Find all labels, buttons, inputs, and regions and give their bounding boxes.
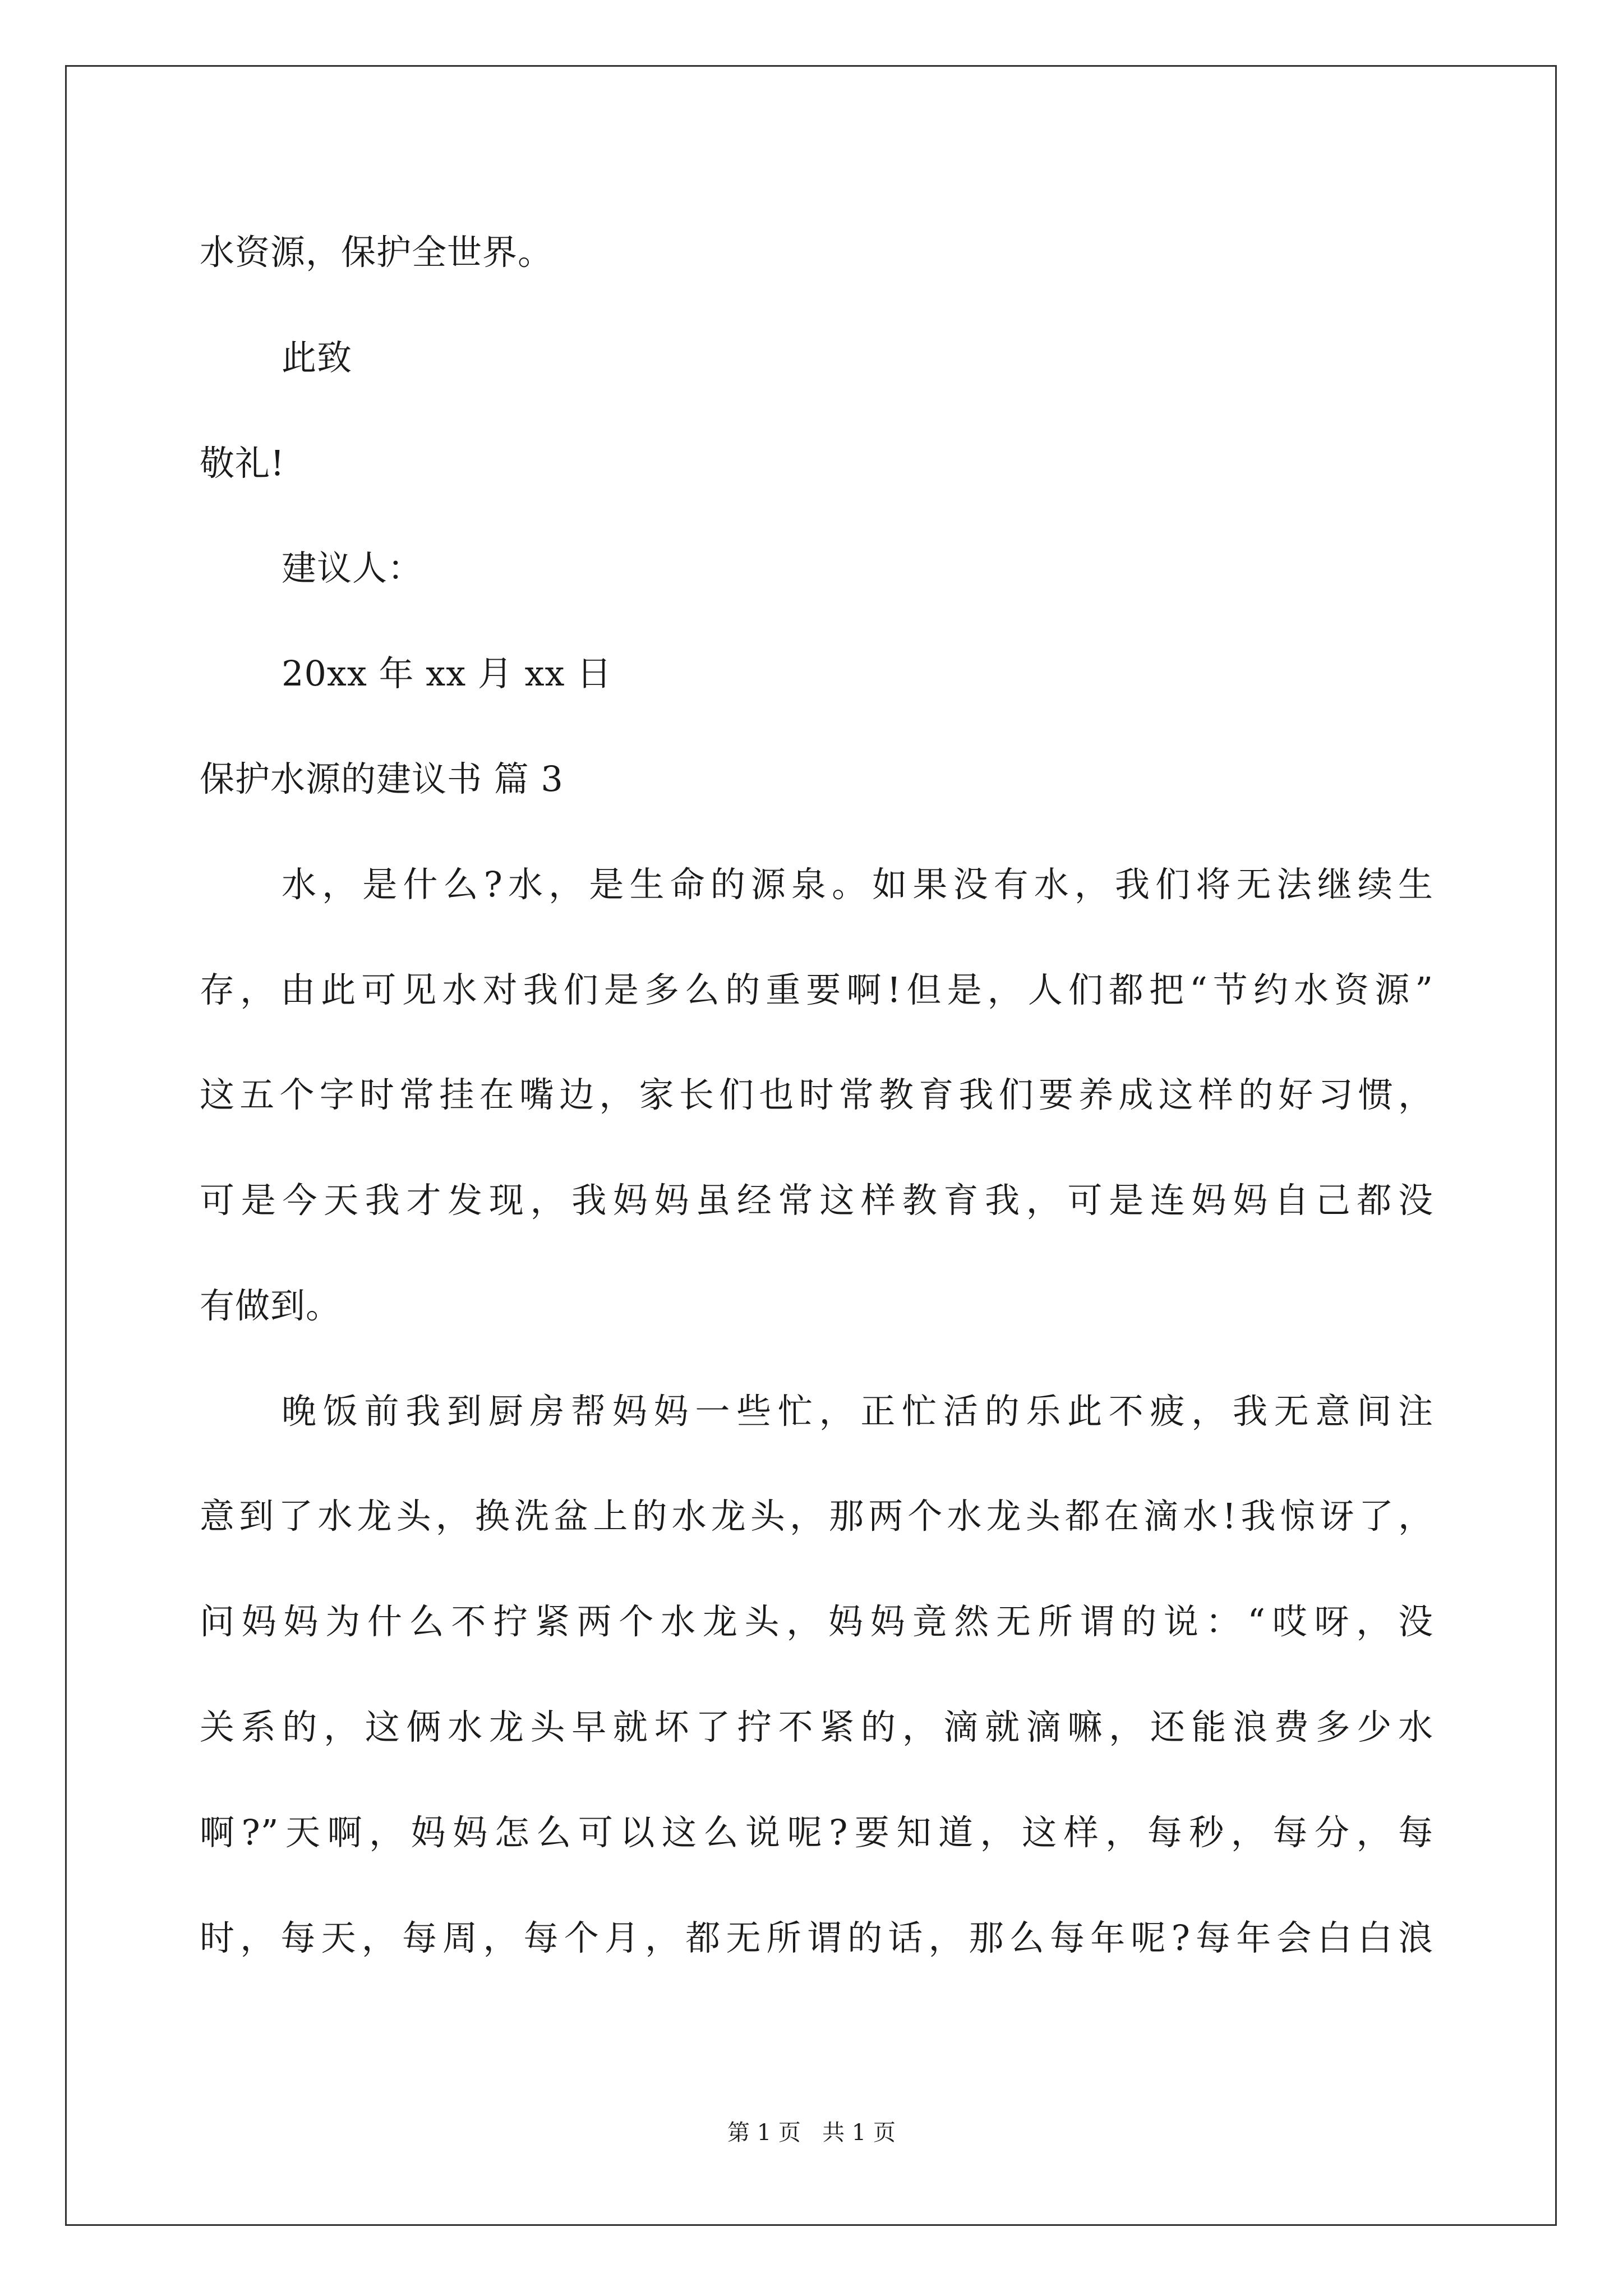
paragraph-line: 存，由此可见水对我们是多么的重要啊!但是，人们都把“节约水资源” [200,969,1433,1010]
page-number-footer: 第 1 页 共 1 页 [727,2120,896,2146]
paragraph-line: 晚饭前我到厨房帮妈妈一些忙，正忙活的乐此不疲，我无意间注 [282,1391,1433,1432]
paragraph-line: 时，每天，每周，每个月，都无所谓的话，那么每年呢?每年会白白浪 [200,1917,1433,1958]
paragraph-line: 水，是什么?水，是生命的源泉。如果没有水，我们将无法继续生 [282,864,1433,905]
paragraph-line: 问妈妈为什么不拧紧两个水龙头，妈妈竟然无所谓的说：“哎呀，没 [200,1601,1433,1642]
paragraph-line: 可是今天我才发现，我妈妈虽经常这样教育我，可是连妈妈自己都没 [200,1180,1433,1221]
date-line: 20xx 年 xx 月 xx 日 [282,653,612,694]
paragraph-line: 这五个字时常挂在嘴边，家长们也时常教育我们要养成这样的好习惯， [200,1074,1433,1115]
paragraph-line: 关系的，这俩水龙头早就坏了拧不紧的，滴就滴嘛，还能浪费多少水 [200,1706,1433,1747]
signature-label: 建议人： [282,547,423,588]
section-heading: 保护水源的建议书 篇 3 [200,758,564,799]
closing-regards: 敬礼! [200,443,285,484]
paragraph-line: 意到了水龙头，换洗盆上的水龙头，那两个水龙头都在滴水!我惊讶了， [200,1496,1433,1536]
page-border [65,65,1557,2226]
closing-salutation: 此致 [282,337,353,378]
paragraph-line: 有做到。 [200,1285,342,1326]
text-line: 水资源，保护全世界。 [200,232,554,273]
paragraph-line: 啊?”天啊，妈妈怎么可以这么说呢?要知道，这样，每秒，每分，每 [200,1812,1433,1853]
